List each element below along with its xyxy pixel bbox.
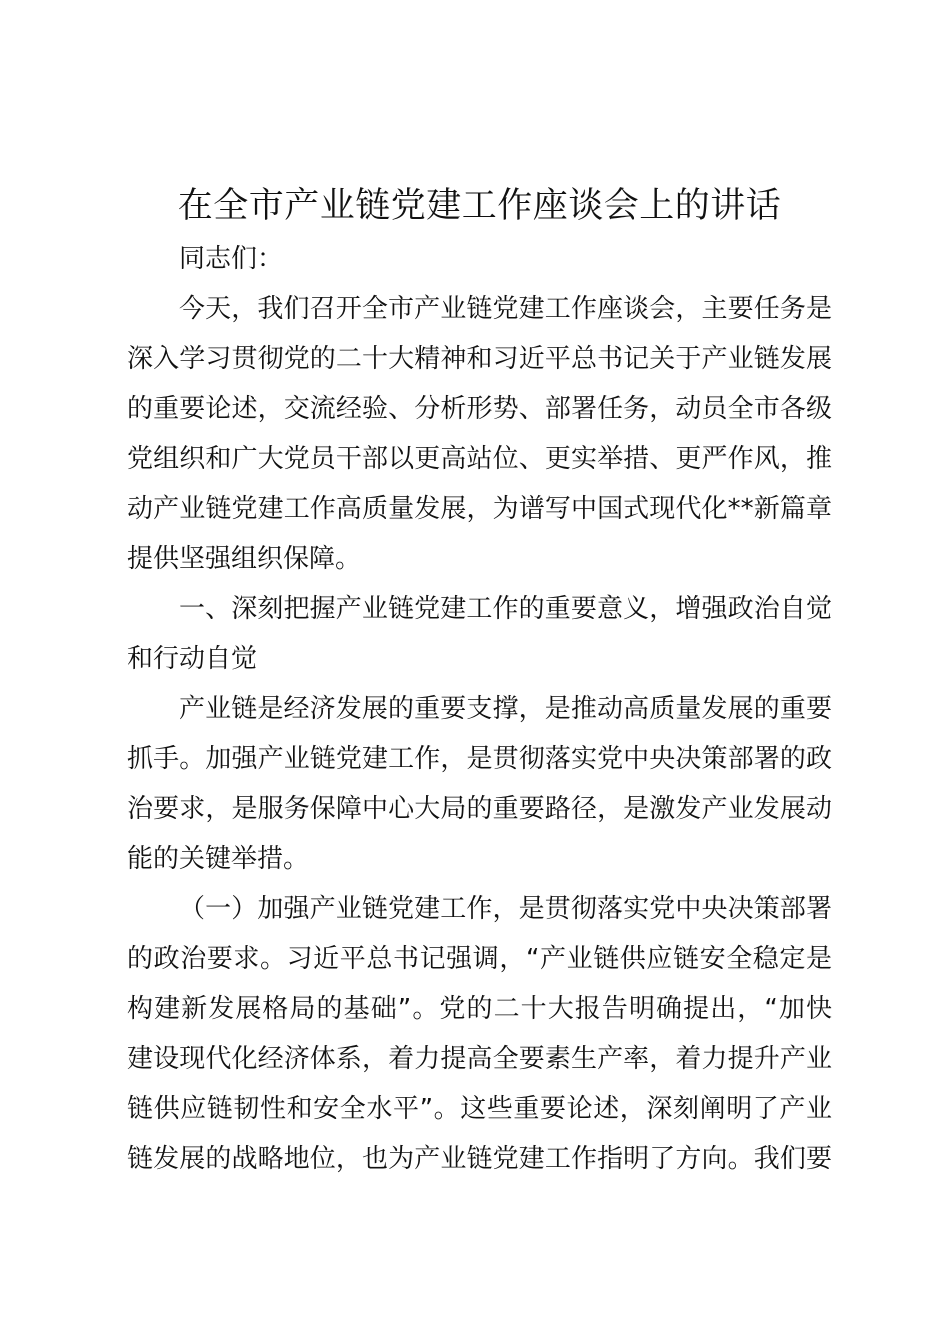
text-line: 党组织和广大党员干部以更高站位、更实举措、更严作风，推 [127, 444, 832, 474]
text-line: 的重要论述，交流经验、分析形势、部署任务，动员全市各级 [127, 394, 832, 424]
paragraph-industry-chain [127, 684, 832, 884]
text-line: 的政治要求。习近平总书记强调，“产业链供应链安全稳定是 [127, 944, 832, 974]
text-line: 提供坚强组织保障。 [127, 544, 362, 574]
text-line: 深入学习贯彻党的二十大精神和习近平总书记关于产业链发展 [127, 344, 832, 374]
document-title: 在全市产业链党建工作座谈会上的讲话 [177, 186, 782, 226]
heading-line: 一、深刻把握产业链党建工作的重要意义，增强政治自觉 [179, 594, 832, 624]
text-line: 抓手。加强产业链党建工作，是贯彻落实党中央决策部署的政 [127, 744, 832, 774]
paragraph-subsection-1 [127, 884, 832, 1184]
text-line: 动产业链党建工作高质量发展，为谱写中国式现代化**新篇章 [127, 494, 832, 524]
text-line: 今天，我们召开全市产业链党建工作座谈会，主要任务是 [179, 294, 832, 324]
text-line: 能的关键举措。 [127, 844, 310, 874]
text-line: 链供应链韧性和安全水平”。这些重要论述，深刻阐明了产业 [127, 1094, 832, 1124]
text-line: 链发展的战略地位，也为产业链党建工作指明了方向。我们要 [127, 1144, 832, 1174]
text-line: 产业链是经济发展的重要支撑，是推动高质量发展的重要 [179, 694, 832, 724]
text-line: （一）加强产业链党建工作，是贯彻落实党中央决策部署 [179, 894, 832, 924]
paragraph-opening [127, 284, 832, 584]
text-line: 建设现代化经济体系，着力提高全要素生产率，着力提升产业 [127, 1044, 832, 1074]
section-heading-1 [127, 584, 832, 684]
salutation: 同志们： [179, 244, 284, 274]
document-body [127, 178, 832, 1184]
text-line: 治要求，是服务保障中心大局的重要路径，是激发产业发展动 [127, 794, 832, 824]
text-line: 构建新发展格局的基础”。党的二十大报告明确提出，“加快 [127, 994, 832, 1024]
heading-line: 和行动自觉 [127, 644, 258, 674]
